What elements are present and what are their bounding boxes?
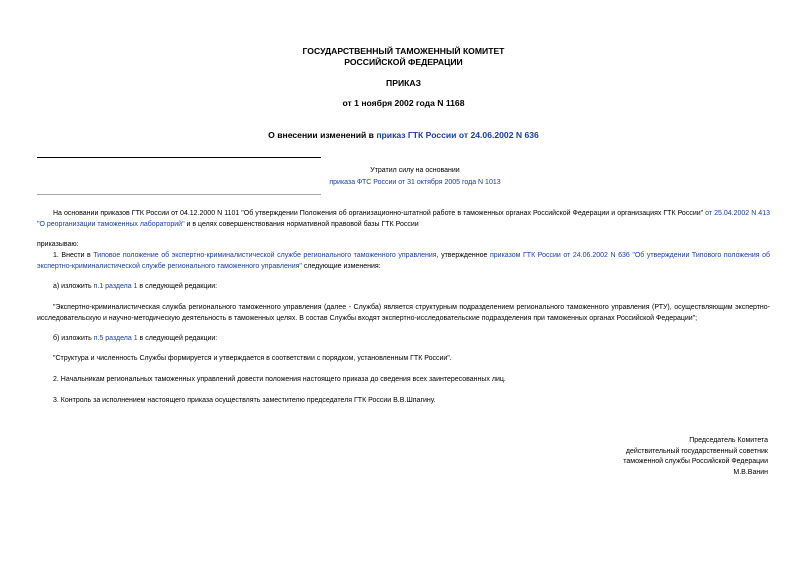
item-2-paragraph: 2. Начальникам региональных таможенных управлений довести положения настоящего приказа до сведения всех заинтересованных лиц.	[53, 376, 506, 383]
agency-line-1: ГОСУДАРСТВЕННЫЙ ТАМОЖЕННЫЙ КОМИТЕТ	[302, 46, 505, 56]
sub-a-paragraph	[37, 281, 770, 292]
section-1-item-1-link[interactable]: п.1 раздела 1	[93, 283, 138, 290]
sub-b-text-1: б) изложить	[53, 335, 94, 342]
preamble-paragraph	[37, 208, 770, 230]
title-order-link[interactable]: приказ ГТК России от 24.06.2002 N 636	[376, 130, 539, 140]
doc-type: ПРИКАЗ	[386, 78, 421, 88]
item-1-text-3: следующие изменения:	[301, 263, 381, 270]
order-636-link[interactable]: приказом ГТК России от 24.06.2002 N 636 "Об утверждении Типового положения об экспертно-криминалистической службе регионального таможенного управления"	[37, 252, 770, 270]
doc-date-number: от 1 ноября 2002 года N 1168	[342, 98, 465, 108]
agency-name	[0, 46, 807, 68]
signature-line-2: действительный государственный советник	[625, 447, 768, 455]
preamble-text-2: и в целях совершенствования нормативной правовой базы ГТК России	[184, 221, 419, 228]
signature-line-1: Председатель Комитета	[689, 437, 768, 444]
preamble-order-413-link[interactable]: от 25.04.2002 N 413 "О реорганизации таможенных лабораторий"	[37, 210, 770, 228]
doc-title-prefix: О внесении изменений в	[268, 130, 377, 140]
status-note	[300, 165, 530, 189]
quote-a-paragraph: "Экспертно-криминалистическая служба регионального таможенного управления (далее - Служба) является структурным подразделением регионального таможенного управления (РТУ), осуществляющим экспертно-исследовательскую и научно-методическую деятельность в таможенных целях. В состав Службы входят экспертно-исследовательские подразделения при таможенных органах Российской Федерации";	[37, 304, 770, 322]
order-word: приказываю:	[37, 241, 79, 248]
sub-b-text-2: в следующей редакции:	[137, 335, 218, 342]
sub-a-text-1: а) изложить	[53, 283, 94, 290]
note-separator-line	[37, 194, 321, 195]
section-1-item-5-link[interactable]: п.5 раздела 1	[93, 335, 138, 342]
sub-a-text-2: в следующей редакции:	[137, 283, 218, 290]
signature-block	[548, 436, 768, 478]
item-1-paragraph	[37, 250, 770, 272]
status-note-text: Утратил силу на основании	[370, 167, 460, 174]
doc-title	[0, 130, 807, 141]
agency-line-2: РОССИЙСКОЙ ФЕДЕРАЦИИ	[344, 57, 463, 67]
quote-b-paragraph: "Структура и численность Службы формируется и утверждается в соответствии с порядком, установленным ГТК России".	[53, 355, 452, 362]
status-note-link[interactable]: приказа ФТС России от 31 октября 2005 года N 1013	[329, 179, 501, 186]
item-1-text-1: 1. Внести в	[53, 252, 94, 259]
item-1-text-2: , утвержденное	[436, 252, 490, 259]
signature-name: М.В.Ванин	[733, 468, 768, 476]
typical-regulation-link[interactable]: Типовое положение об экспертно-криминалистической службе регионального таможенного управления	[93, 252, 437, 259]
signature-line-3: таможенной службы Российской Федерации	[623, 458, 768, 466]
item-3-paragraph: 3. Контроль за исполнением настоящего приказа осуществлять заместителю председателя ГТК России В.В.Шпагину.	[53, 397, 436, 404]
preamble-text-1: На основании приказов ГТК России от 04.12.2000 N 1101 "Об утверждении Положения об организационно-штатной работе в таможенных органах Российской Федерации и организациях ГТК России"	[53, 210, 706, 217]
sub-b-paragraph	[37, 333, 770, 344]
separator-line	[37, 157, 321, 158]
